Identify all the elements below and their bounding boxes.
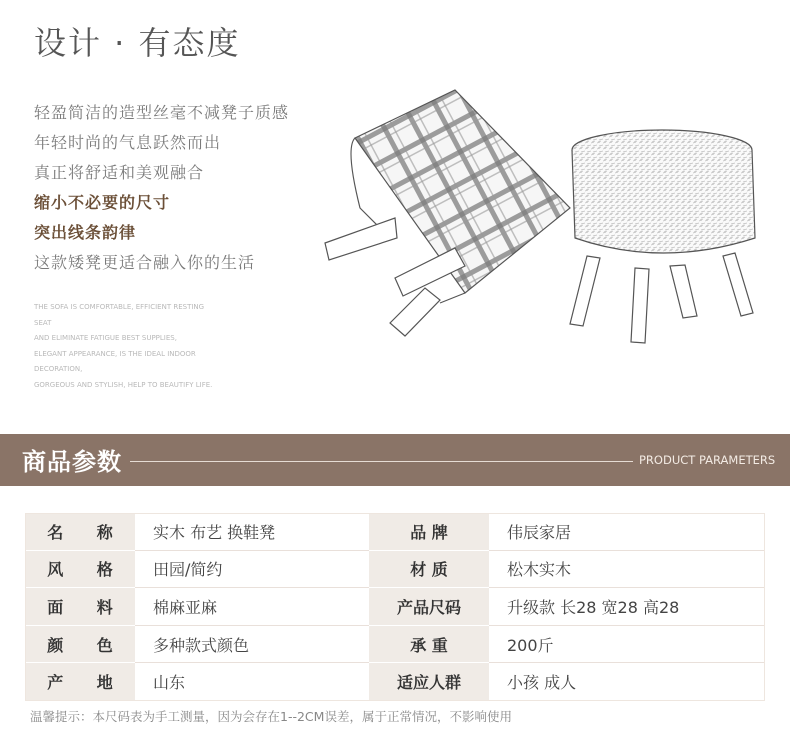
param-key: 产品尺码	[369, 588, 489, 626]
table-row	[25, 551, 765, 589]
section-banner	[0, 434, 790, 486]
english-line: THE SOFA IS COMFORTABLE, EFFICIENT RESTING	[34, 303, 205, 311]
param-key: 颜 色	[25, 626, 135, 664]
param-value: 松木实木	[489, 551, 765, 589]
table-row	[25, 663, 765, 701]
table-row	[25, 513, 765, 551]
banner-divider	[130, 461, 633, 462]
table-row	[25, 588, 765, 626]
param-value: 升级款 长28 宽28 高28	[489, 588, 765, 626]
param-value: 多种款式颜色	[135, 626, 369, 664]
param-key: 名 称	[25, 513, 135, 551]
english-line: GORGEOUS AND STYLISH, HELP TO BEAUTIFY LIFE.	[34, 380, 213, 389]
description-line: 这款矮凳更适合融入你的生活	[34, 253, 256, 272]
english-description	[34, 300, 254, 393]
description-line: 轻盈简洁的造型丝毫不减凳子质感	[34, 103, 290, 122]
page-title: 设计 · 有态度	[34, 24, 241, 62]
param-key: 产 地	[25, 663, 135, 701]
description-line: 年轻时尚的气息跃然而出	[34, 133, 222, 152]
stool-sketch-illustration	[315, 88, 770, 358]
banner-title: 商品参数	[22, 448, 122, 476]
banner-subtitle: PRODUCT PARAMETERS	[639, 453, 776, 467]
param-key: 品 牌	[369, 513, 489, 551]
english-line: DECORATION,	[34, 365, 83, 373]
param-key: 承 重	[369, 626, 489, 664]
param-value: 伟辰家居	[489, 513, 765, 551]
description-line-accent: 缩小不必要的尺寸	[34, 193, 171, 212]
param-key: 风 格	[25, 551, 135, 589]
description-block	[34, 98, 289, 278]
parameter-table	[25, 513, 765, 701]
param-value: 山东	[135, 663, 369, 701]
description-line-accent: 突出线条韵律	[34, 223, 137, 242]
param-value: 棉麻亚麻	[135, 588, 369, 626]
english-line: ELEGANT APPEARANCE, IS THE IDEAL INDOOR	[34, 349, 196, 358]
description-line: 真正将舒适和美观融合	[34, 163, 205, 182]
measurement-note: 温馨提示：本尺码表为手工测量，因为会存在1--2CM误差，属于正常情况，不影响使用	[30, 709, 512, 724]
param-value: 田园/简约	[135, 551, 369, 589]
plaid-stool	[325, 90, 570, 336]
param-key: 面 料	[25, 588, 135, 626]
param-value: 200斤	[489, 626, 765, 664]
english-line: SEAT	[34, 318, 52, 327]
round-stool	[570, 130, 755, 343]
param-key: 材 质	[369, 551, 489, 589]
english-line: AND ELIMINATE FATIGUE BEST SUPPLIES,	[34, 334, 177, 342]
param-key: 适应人群	[369, 663, 489, 701]
param-value: 实木 布艺 换鞋凳	[135, 513, 369, 551]
table-row	[25, 626, 765, 664]
param-value: 小孩 成人	[489, 663, 765, 701]
